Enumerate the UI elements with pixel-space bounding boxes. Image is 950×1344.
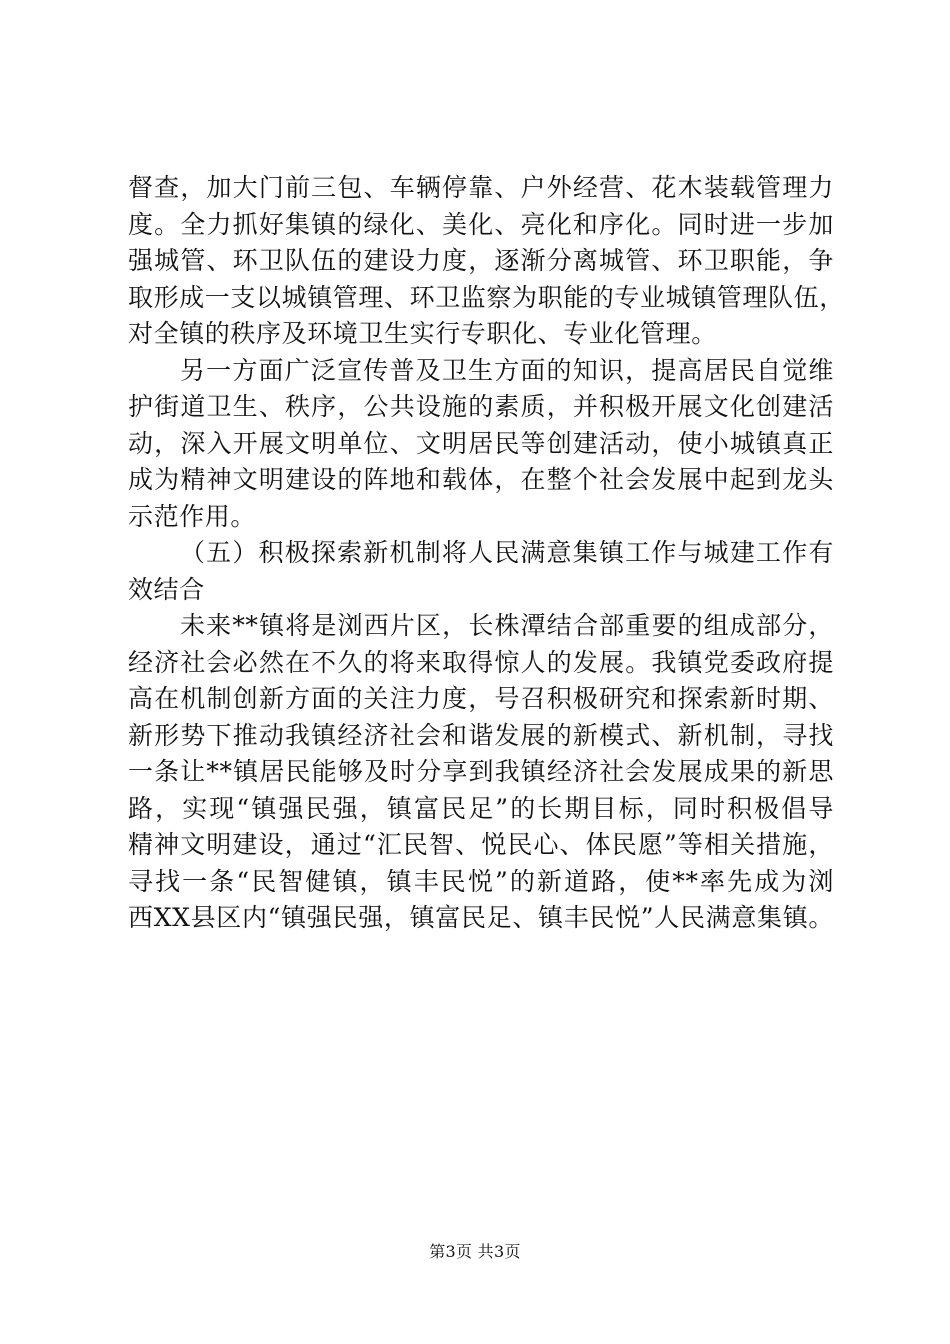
- paragraph-4-line-7: 精神文明建设，通过“汇民智、悦民心、体民愿”等相关措施，: [128, 830, 834, 859]
- paragraph-1-line-4: 取形成一支以城镇管理、环卫监察为职能的专业城镇管理队伍，: [128, 282, 845, 312]
- paragraph-4-line-6: 路，实现“镇强民强，镇富民足”的长期目标，同时积极倡导: [128, 793, 834, 823]
- paragraph-2-line-1: 另一方面广泛宣传普及卫生方面的知识，提高居民自觉维: [180, 355, 834, 385]
- paragraph-2-line-3: 动，深入开展文明单位、文明居民等创建活动，使小城镇真正: [128, 428, 834, 458]
- paragraph-4-line-9: 西XX县区内“镇强民强，镇富民足、镇丰民悦”人民满意集镇。: [128, 903, 834, 932]
- paragraph-2-line-2: 护街道卫生、秩序，公共设施的素质，并积极开展文化创建活: [128, 392, 834, 421]
- paragraph-4-line-1: 未来**镇将是浏西片区，长株潭结合部重要的组成部分，: [180, 611, 834, 640]
- paragraph-4-line-3: 高在机制创新方面的关注力度，号召积极研究和探索新时期、: [128, 684, 834, 713]
- paragraph-4-line-8: 寻找一条“民智健镇，镇丰民悦”的新道路，使**率先成为浏: [128, 866, 834, 896]
- section-heading-line-2: 效结合: [128, 574, 205, 604]
- paragraph-4-line-2: 经济社会必然在不久的将来取得惊人的发展。我镇党委政府提: [128, 647, 834, 677]
- paragraph-2-line-5: 示范作用。: [128, 501, 257, 531]
- paragraph-4-line-5: 一条让**镇居民能够及时分享到我镇经济社会发展成果的新思: [128, 757, 834, 786]
- paragraph-2-line-4: 成为精神文明建设的阵地和载体，在整个社会发展中起到龙头: [128, 465, 834, 494]
- paragraph-1-line-1: 督查，加大门前三包、车辆停靠、户外经营、花木装载管理力: [128, 173, 834, 202]
- paragraph-1-line-5: 对全镇的秩序及环境卫生实行专职化、专业化管理。: [128, 319, 717, 348]
- section-heading-line-1: （五）积极探索新机制将人民满意集镇工作与城建工作有: [180, 538, 834, 567]
- paragraph-4-line-4: 新形势下推动我镇经济社会和谐发展的新模式、新机制，寻找: [128, 720, 834, 750]
- page-number-label: 第3页 共3页: [429, 1242, 521, 1261]
- document-body: [128, 170, 845, 937]
- paragraph-1-line-3: 强城管、环卫队伍的建设力度，逐渐分离城管、环卫职能，争: [128, 246, 834, 275]
- page-footer: [0, 1242, 950, 1262]
- paragraph-1-line-2: 度。全力抓好集镇的绿化、美化、亮化和序化。同时进一步加: [128, 209, 834, 239]
